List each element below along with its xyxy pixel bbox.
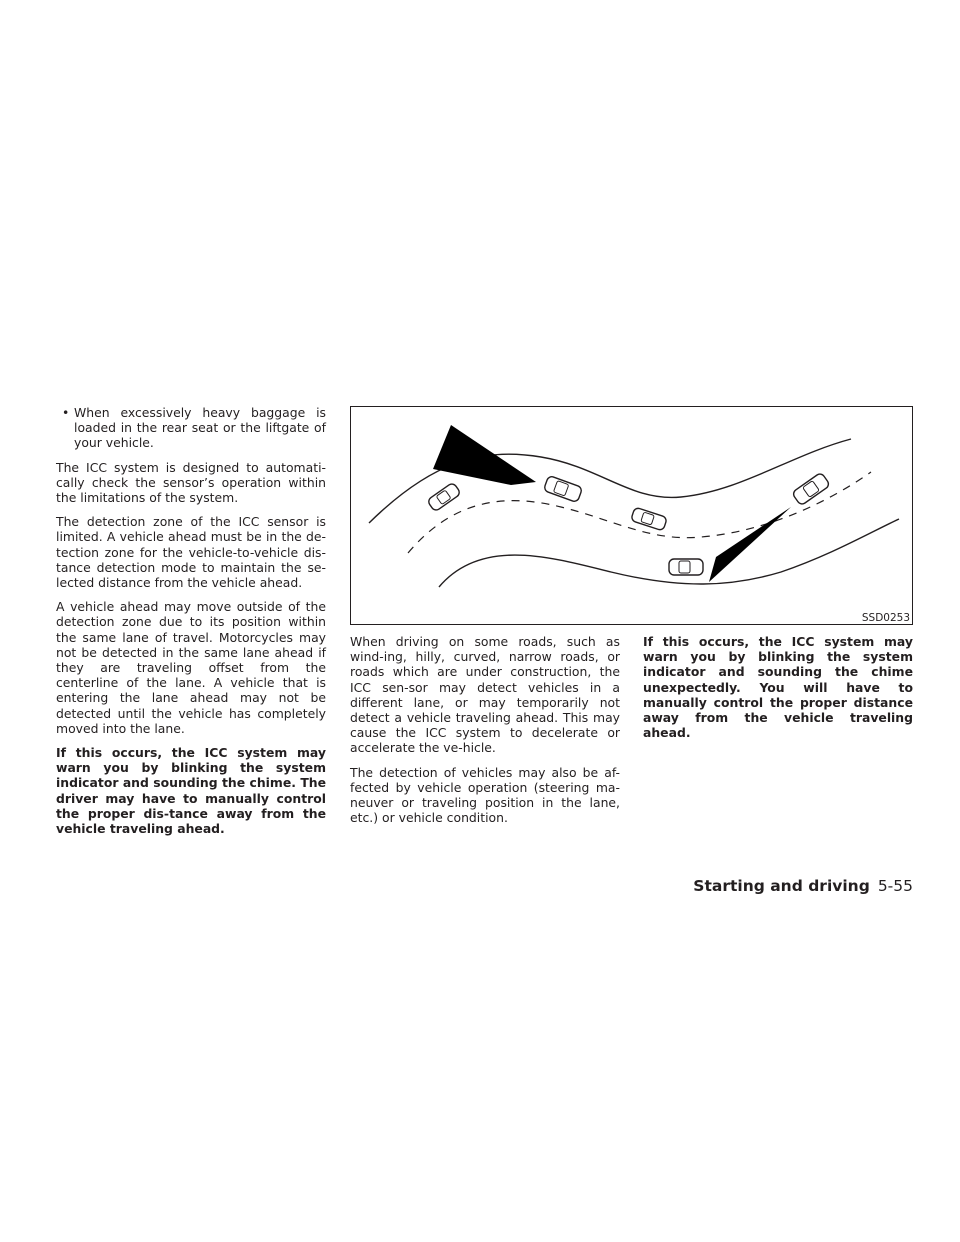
- warning-text-unexpected: If this occurs, the ICC system may warn you by blinking the system indicator and sounding the chime unexpectedly. You will have to manually control the proper distance away from the vehicle traveling ahead.: [643, 634, 913, 741]
- car-icon-own-right: [792, 472, 831, 506]
- car-icon-middle: [631, 507, 668, 531]
- left-column: [56, 405, 326, 845]
- figure-code: SSD0253: [861, 612, 910, 624]
- paragraph-winding-roads: When driving on some roads, such as wind-ing, hilly, curved, narrow roads, or roads which are under construction, the ICC sen-sor may detect vehicles in a different lane, or may temporarily not detect a vehicle traveling ahead. This may cause the ICC system to decelerate or accelerate the ve-hicle.: [350, 634, 620, 756]
- footer-section-title: Starting and driving: [693, 877, 870, 895]
- paragraph-icc-design: The ICC system is designed to automati-cally check the sensor’s operation within the limitations of the system.: [56, 459, 326, 506]
- radar-beam-right: [709, 507, 791, 582]
- right-column: [643, 634, 913, 749]
- warning-text-driver: If this occurs, the ICC system may warn you by blinking the system indicator and sounding the chime. The driver may have to manually control the proper dis-tance away from the vehicle traveling ahead.: [56, 745, 326, 837]
- road-edge-bottom: [439, 519, 899, 587]
- page-footer: [693, 876, 913, 896]
- road-detection-illustration: [350, 406, 913, 625]
- bullet-marker: •: [62, 405, 70, 420]
- road-curves-diagram: [351, 407, 912, 624]
- paragraph-vehicle-outside-zone: A vehicle ahead may move outside of the detection zone due to its position within the same lane of travel. Motorcycles may not be detected in the same lane ahead if they are traveling offset from the centerline of the lane. A vehicle that is entering the lane ahead may not be detected until the vehicle has completely moved into the lane.: [56, 599, 326, 736]
- middle-column: [350, 634, 620, 834]
- page-number: 5-55: [877, 877, 913, 895]
- paragraph-vehicle-operation: The detection of vehicles may also be af-fected by vehicle operation (steering ma-neuver or traveling position in the lane, etc.) or vehicle condition.: [350, 764, 620, 826]
- paragraph-detection-zone: The detection zone of the ICC sensor is limited. A vehicle ahead must be in the de-tection zone for the vehicle-to-vehicle dis-tance detection mode to maintain the se-lected distance from the vehicle ahead.: [56, 514, 326, 591]
- car-icon-own-left: [543, 475, 582, 502]
- bullet-text: When excessively heavy baggage is loaded in the rear seat or the liftgate of your vehicle.: [74, 405, 326, 451]
- car-icon-lower: [669, 559, 703, 575]
- bullet-item: [56, 405, 326, 451]
- car-icon-other-lane: [427, 482, 461, 512]
